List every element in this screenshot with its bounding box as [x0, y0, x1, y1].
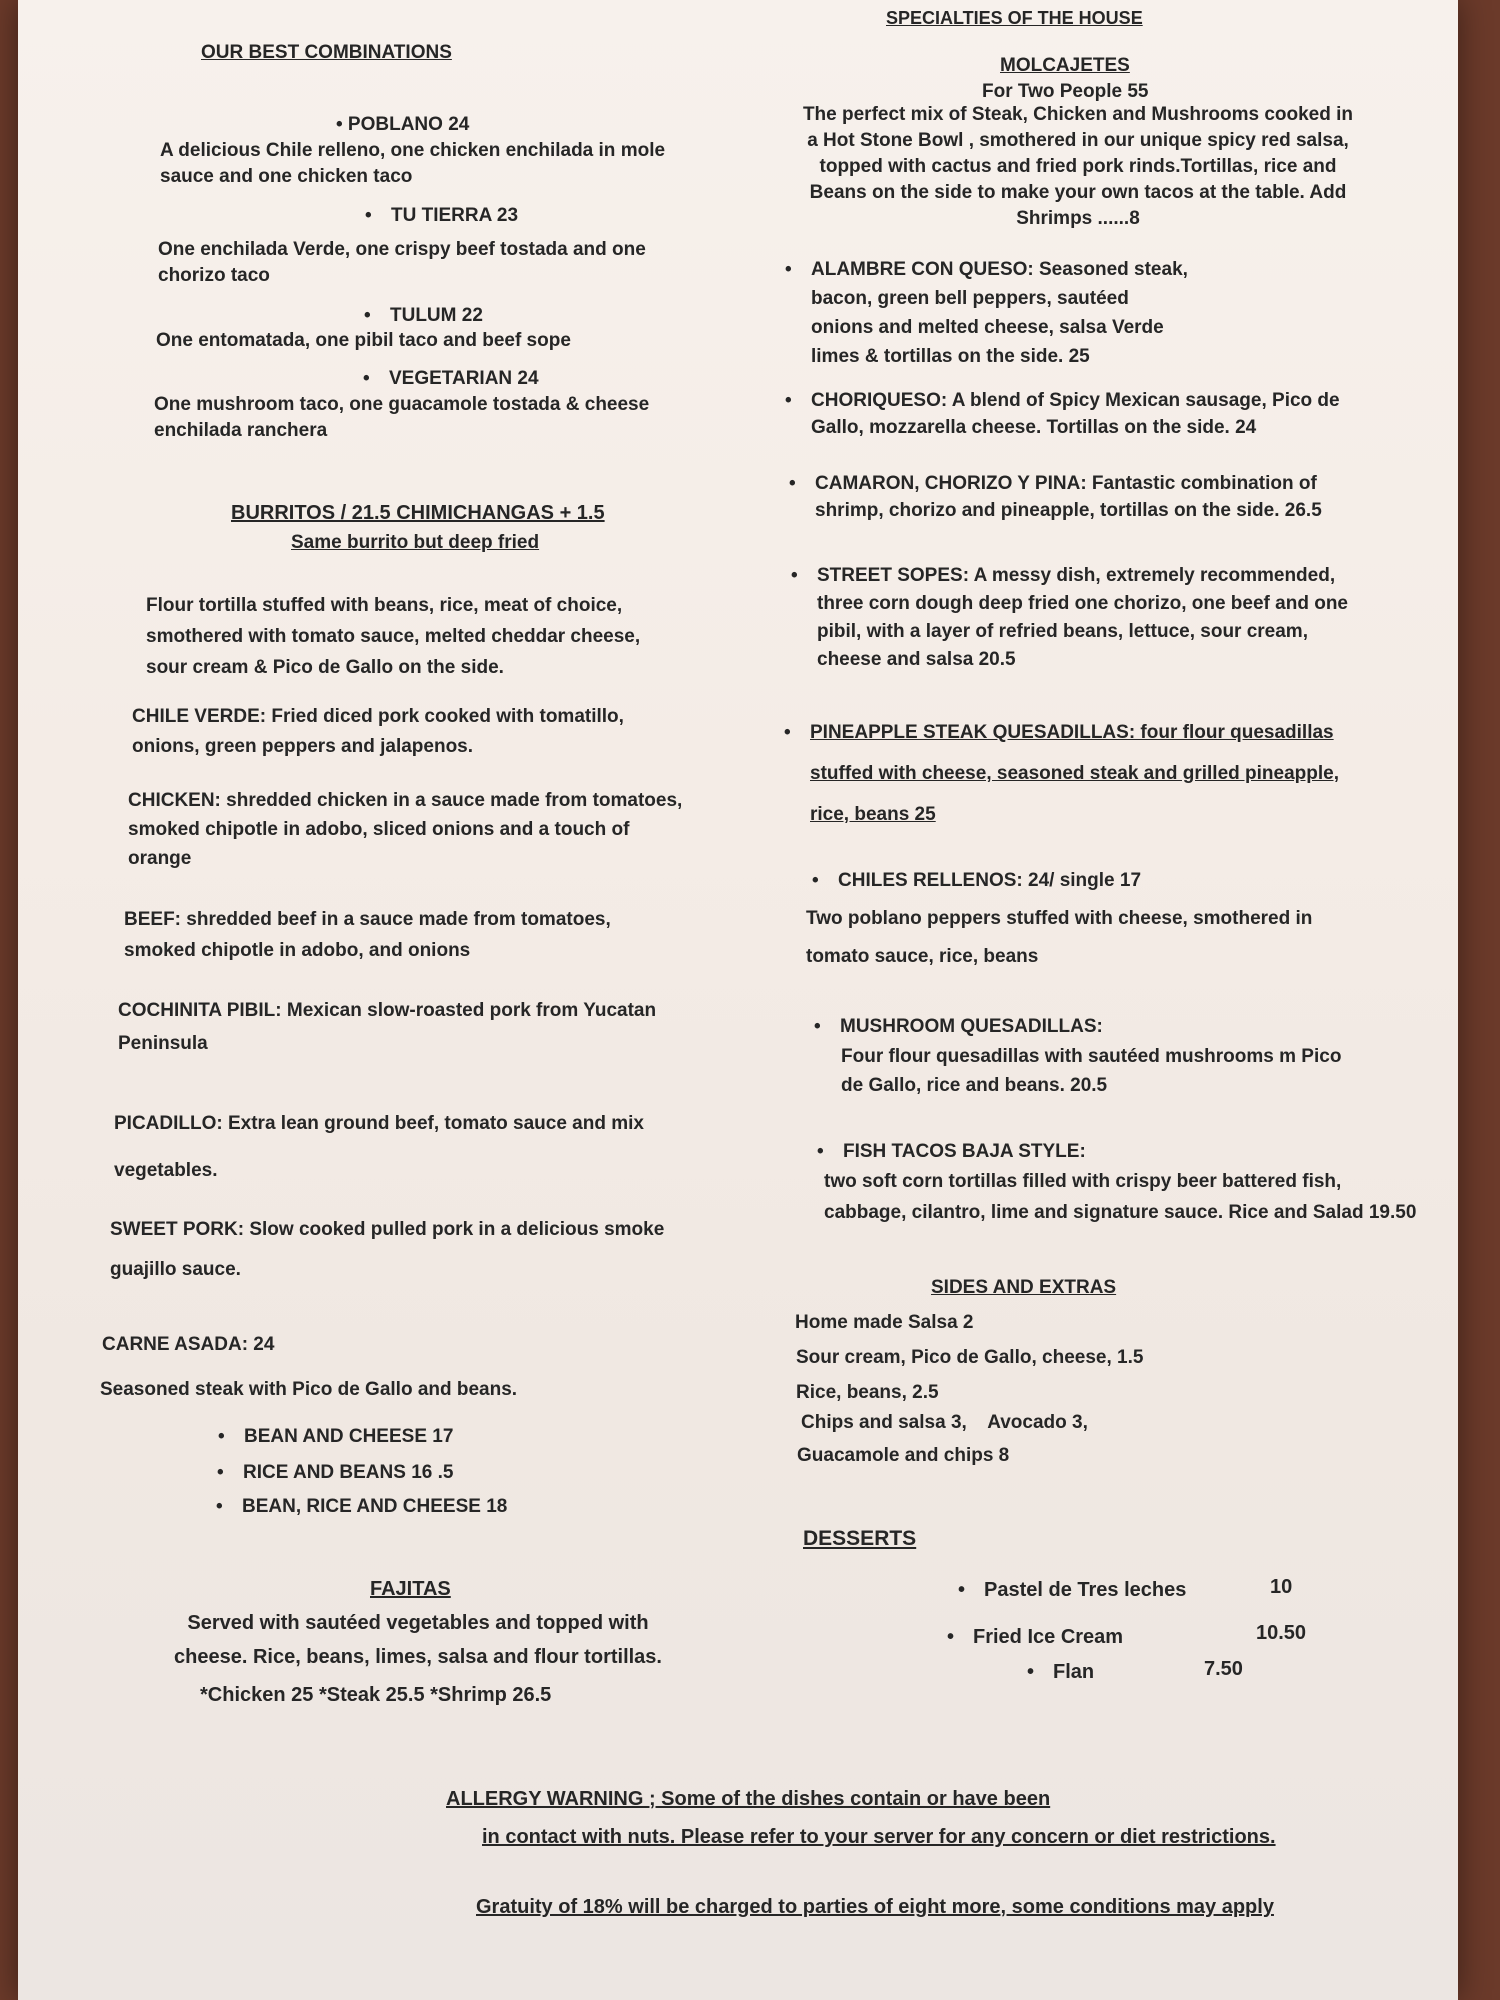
- side-guacamole: Guacamole and chips 8: [797, 1445, 1010, 1466]
- menu-page: [18, 0, 1458, 2000]
- filling-chicken: CHICKEN: shredded chicken in a sauce made from tomatoes, smoked chipotle in adobo, sliced onions and a touch of orange: [128, 790, 683, 869]
- burritos-subheader: Same burrito but deep fried: [291, 532, 540, 553]
- combo-poblano-title: • POBLANO 24: [336, 114, 470, 135]
- side-chips-avocado: Chips and salsa 3, Avocado 3,: [801, 1412, 1088, 1433]
- molcajetes-for-two: For Two People 55: [982, 81, 1149, 102]
- combo-tulum-desc: One entomatada, one pibil taco and beef sope: [156, 330, 571, 351]
- fajitas-prices: *Chicken 25 *Steak 25.5 *Shrimp 26.5: [200, 1684, 552, 1706]
- filling-cochinita: COCHINITA PIBIL: Mexican slow-roasted pork from Yucatan Peninsula: [118, 1000, 657, 1054]
- dessert-tres-leches: • Pastel de Tres leches: [984, 1577, 1186, 1603]
- side-rice-beans: Rice, beans, 2.5: [796, 1382, 939, 1403]
- dessert-flan-price: 7.50: [1204, 1658, 1243, 1680]
- special-fish-tacos-desc: two soft corn tortillas filled with crispy beer battered fish, cabbage, cilantro, lime and signature sauce. Rice and Salad 19.50: [824, 1171, 1417, 1223]
- carne-asada-title: CARNE ASADA: 24: [102, 1334, 275, 1355]
- special-street-sopes: • STREET SOPES: A messy dish, extremely recommended, three corn dough deep fried one chorizo, one beef and one pibil, with a layer of refried beans, lettuce, sour cream, cheese and salsa 20.5: [817, 562, 1377, 674]
- combo-vegetarian-desc: One mushroom taco, one guacamole tostada & cheese enchilada ranchera: [154, 394, 650, 441]
- special-mushroom-title: • MUSHROOM QUESADILLAS:: [840, 1014, 1103, 1040]
- filling-sweet-pork: SWEET PORK: Slow cooked pulled pork in a delicious smoke guajillo sauce.: [110, 1219, 665, 1280]
- combo-tutierra-desc: One enchilada Verde, one crispy beef tostada and one chorizo taco: [158, 239, 646, 286]
- combo-vegetarian-title: • VEGETARIAN 24: [389, 366, 539, 392]
- dessert-fried-ice-cream: • Fried Ice Cream: [973, 1624, 1123, 1650]
- side-salsa: Home made Salsa 2: [795, 1312, 974, 1333]
- simple-rice-beans: • RICE AND BEANS 16 .5: [243, 1460, 453, 1486]
- dessert-tres-leches-price: 10: [1270, 1576, 1293, 1598]
- special-pineapple-quesadillas: • PINEAPPLE STEAK QUESADILLAS: four flour quesadillas stuffed with cheese, seasoned steak and grilled pineapple, rice, beans 25: [810, 712, 1370, 835]
- fajitas-header: FAJITAS: [370, 1578, 451, 1600]
- gratuity-note: Gratuity of 18% will be charged to parties of eight more, some conditions may apply: [476, 1896, 1274, 1918]
- special-chiles-rellenos-desc: Two poblano peppers stuffed with cheese, smothered in tomato sauce, rice, beans: [806, 908, 1313, 967]
- carne-asada-desc: Seasoned steak with Pico de Gallo and beans.: [100, 1379, 518, 1400]
- molcajetes-desc: The perfect mix of Steak, Chicken and Mushrooms cooked in a Hot Stone Bowl , smothered in our unique spicy red salsa, topped with cactus and fried pork rinds.Tortillas, rice and Beans on the side to make your own tacos at the table. Add Shrimps ......8: [802, 104, 1354, 229]
- combos-header: OUR BEST COMBINATIONS: [201, 42, 452, 63]
- side-sour-cream: Sour cream, Pico de Gallo, cheese, 1.5: [796, 1347, 1144, 1368]
- special-alambre: • ALAMBRE CON QUESO: Seasoned steak, bacon, green bell peppers, sautéed onions and melted cheese, salsa Verde limes & tortillas on the side. 25: [811, 255, 1191, 371]
- fajitas-desc: Served with sautéed vegetables and topped with cheese. Rice, beans, limes, salsa and flour tortillas.: [174, 1612, 662, 1668]
- burritos-desc: Flour tortilla stuffed with beans, rice, meat of choice, smothered with tomato sauce, melted cheddar cheese, sour cream & Pico de Gallo on the side.: [146, 595, 641, 678]
- filling-beef: BEEF: shredded beef in a sauce made from tomatoes, smoked chipotle in adobo, and onions: [124, 909, 611, 961]
- filling-picadillo: PICADILLO: Extra lean ground beef, tomato sauce and mix vegetables.: [114, 1113, 644, 1181]
- special-fish-tacos-title: • FISH TACOS BAJA STYLE:: [843, 1139, 1086, 1165]
- allergy-warning-line-1: ALLERGY WARNING ; Some of the dishes contain or have been: [446, 1788, 1051, 1810]
- special-choriqueso: • CHORIQUESO: A blend of Spicy Mexican sausage, Pico de Gallo, mozzarella cheese. Tortillas on the side. 24: [811, 387, 1371, 441]
- burritos-header: BURRITOS / 21.5 CHIMICHANGAS + 1.5: [231, 502, 605, 524]
- molcajetes-header: MOLCAJETES: [1000, 55, 1130, 76]
- dessert-fried-ice-cream-price: 10.50: [1256, 1622, 1307, 1644]
- desserts-header: DESSERTS: [803, 1527, 917, 1550]
- combo-poblano-desc: A delicious Chile relleno, one chicken enchilada in mole sauce and one chicken taco: [160, 140, 666, 187]
- specialties-header: SPECIALTIES OF THE HOUSE: [886, 8, 1143, 28]
- filling-chile-verde: CHILE VERDE: Fried diced pork cooked with tomatillo, onions, green peppers and jalapenos.: [132, 706, 624, 757]
- simple-bean-cheese: • BEAN AND CHEESE 17: [244, 1424, 453, 1450]
- special-chiles-rellenos-title: • CHILES RELLENOS: 24/ single 17: [838, 868, 1141, 894]
- combo-tutierra-title: • TU TIERRA 23: [391, 203, 518, 229]
- special-mushroom-desc: Four flour quesadillas with sautéed mushrooms m Pico de Gallo, rice and beans. 20.5: [841, 1046, 1342, 1096]
- simple-bean-rice-cheese: • BEAN, RICE AND CHEESE 18: [242, 1494, 507, 1520]
- combo-tulum-title: • TULUM 22: [390, 303, 483, 329]
- sides-header: SIDES AND EXTRAS: [931, 1277, 1117, 1298]
- special-camaron: • CAMARON, CHORIZO Y PINA: Fantastic combination of shrimp, chorizo and pineapple, tortillas on the side. 26.5: [815, 470, 1375, 524]
- allergy-warning-line-2: in contact with nuts. Please refer to your server for any concern or diet restrictions.: [482, 1826, 1276, 1848]
- dessert-flan: • Flan: [1053, 1659, 1094, 1685]
